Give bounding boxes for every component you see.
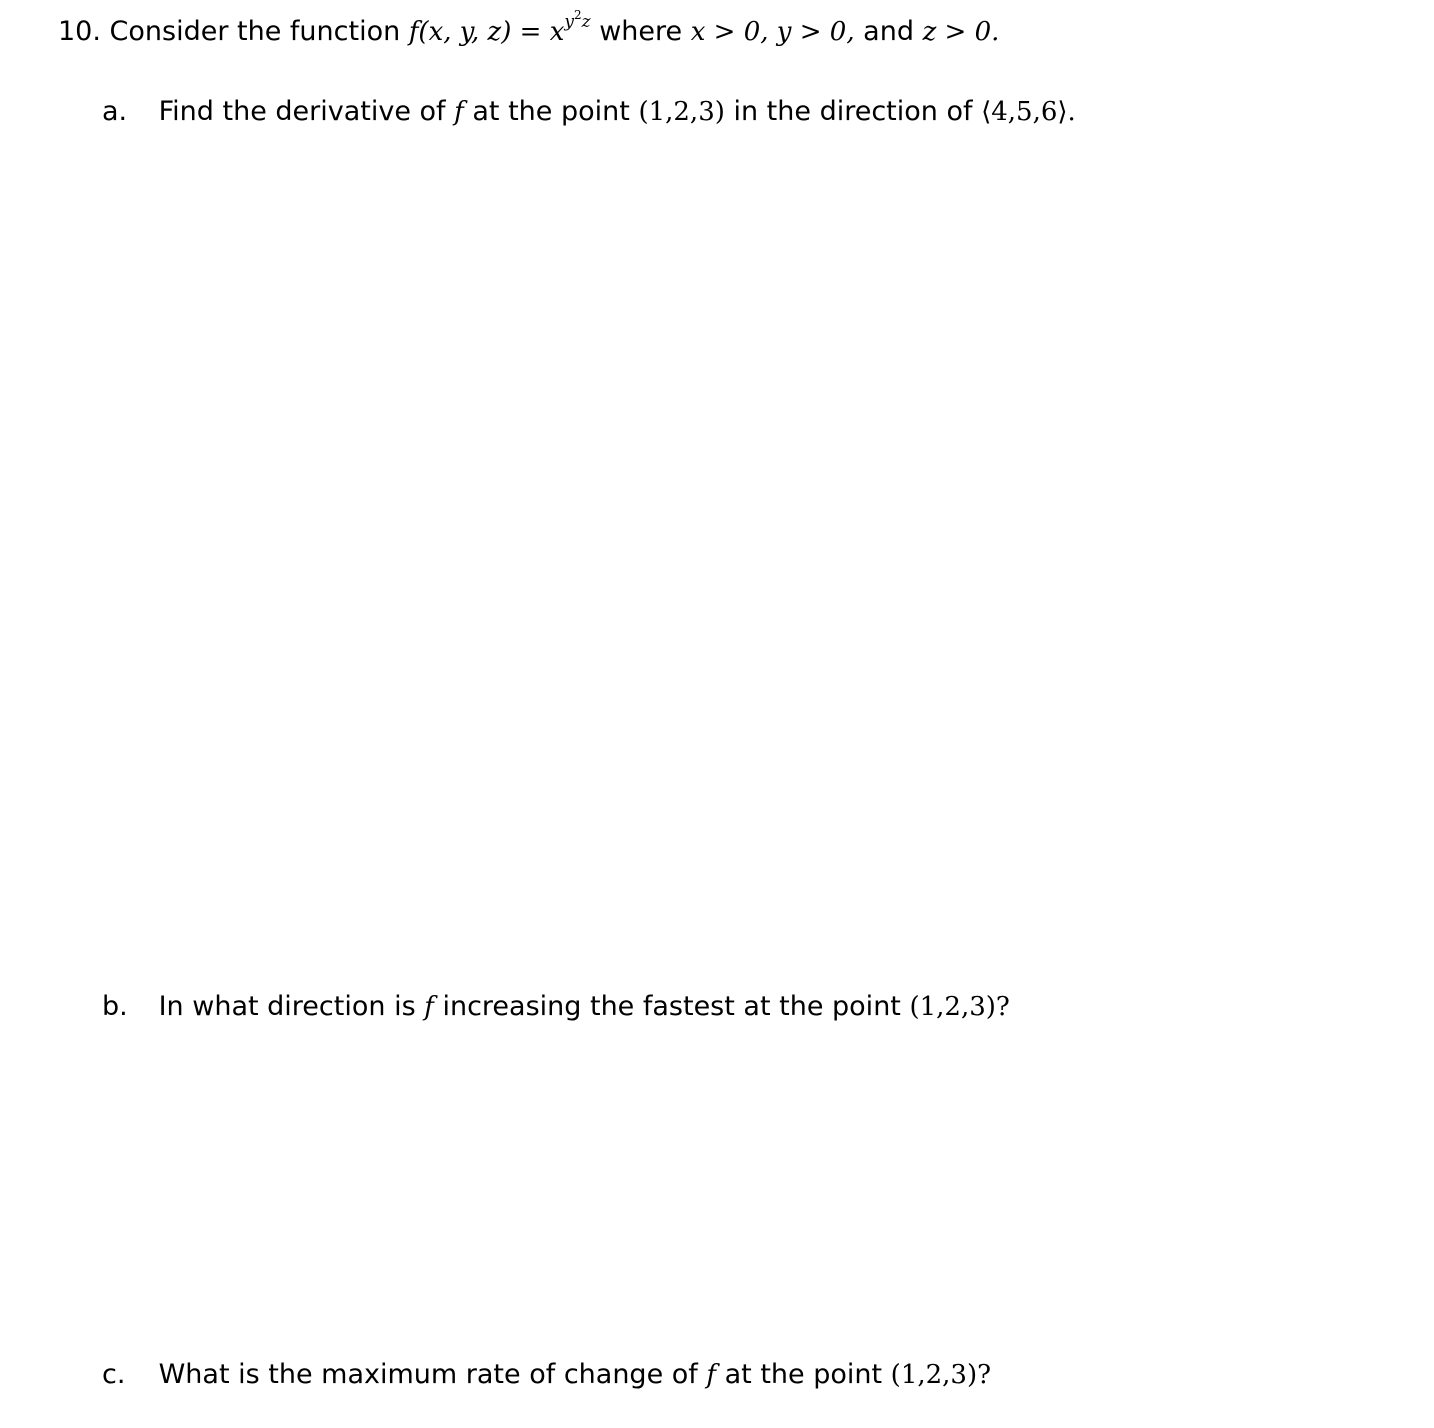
problem-intro: Consider the function bbox=[109, 16, 401, 47]
part-b-text-mid: increasing the fastest at the point bbox=[442, 991, 901, 1022]
exponent-y: y bbox=[564, 12, 574, 32]
part-a-vector: ⟨4,5,6⟩. bbox=[981, 97, 1076, 127]
part-a-function: f bbox=[454, 97, 464, 127]
condition-z: z > 0. bbox=[922, 17, 1000, 47]
part-c-label: c. bbox=[102, 1359, 126, 1390]
part-a-point: (1,2,3) bbox=[638, 97, 725, 127]
function-base: x bbox=[549, 17, 565, 47]
part-c-text-mid: at the point bbox=[724, 1359, 883, 1390]
part-a bbox=[102, 98, 1076, 125]
part-a-text-mid2: in the direction of bbox=[733, 96, 973, 127]
condition-xy: x > 0, y > 0, bbox=[690, 17, 855, 47]
exponent-square: 2 bbox=[573, 8, 582, 22]
function-lhs: f(x, y, z) = bbox=[408, 17, 550, 47]
part-a-text-mid: at the point bbox=[472, 96, 630, 127]
part-b-point: (1,2,3)? bbox=[909, 992, 1010, 1022]
part-a-text: Find the derivative of bbox=[158, 96, 446, 127]
and-text: and bbox=[863, 16, 914, 47]
part-a-label: a. bbox=[102, 96, 128, 127]
where-text: where bbox=[599, 16, 683, 47]
problem-number: 10. bbox=[58, 16, 101, 47]
part-c bbox=[102, 1361, 991, 1388]
part-c-text: What is the maximum rate of change of bbox=[158, 1359, 698, 1390]
part-b bbox=[102, 993, 1010, 1020]
part-c-point: (1,2,3)? bbox=[890, 1360, 992, 1390]
part-b-text: In what direction is bbox=[158, 991, 416, 1022]
problem-statement bbox=[58, 8, 1000, 47]
part-b-label: b. bbox=[102, 991, 128, 1022]
exponent-z: z bbox=[581, 12, 591, 32]
part-b-function: f bbox=[424, 992, 434, 1022]
part-c-function: f bbox=[706, 1360, 717, 1390]
